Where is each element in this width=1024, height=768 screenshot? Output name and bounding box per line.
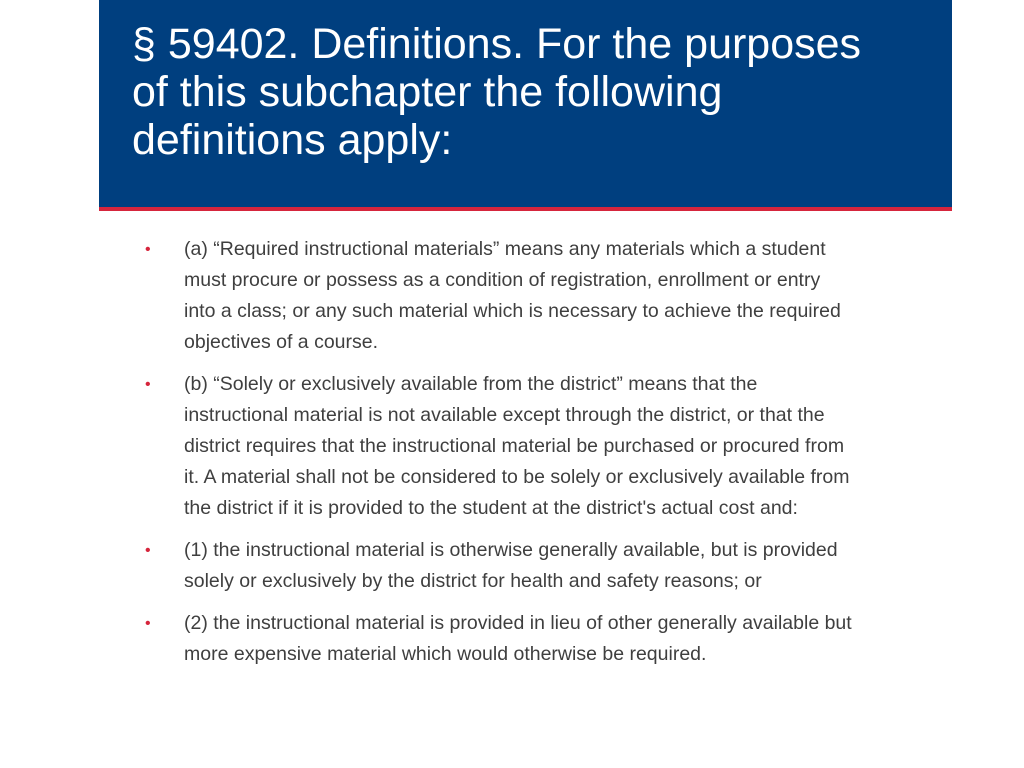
slide-title-line: § 59402. Definitions. For the purposes (132, 20, 862, 68)
bullet-line: into a class; or any such material which is necessary to achieve the required (184, 300, 841, 322)
slide-title-line: of this subchapter the following (132, 68, 723, 116)
bullet-line: objectives of a course. (184, 331, 379, 353)
bullet-dot-icon: • (145, 542, 151, 559)
bullet-line: solely or exclusively by the district for health and safety reasons; or (184, 570, 762, 592)
bullet-line: the district if it is provided to the student at the district's actual cost and: (184, 497, 798, 519)
bullet-list (140, 234, 930, 681)
bullet-dot-icon: • (145, 241, 151, 258)
title-banner (99, 0, 952, 211)
bullet-item-2 (140, 608, 930, 670)
bullet-dot-icon: • (145, 615, 151, 632)
bullet-line: (b) “Solely or exclusively available from the district” means that the (184, 373, 758, 395)
bullet-dot-icon: • (145, 376, 151, 393)
bullet-item-b (140, 369, 930, 524)
bullet-text (184, 234, 930, 358)
bullet-line: must procure or possess as a condition of registration, enrollment or entry (184, 269, 821, 291)
bullet-line: district requires that the instructional material be purchased or procured from (184, 435, 845, 457)
bullet-line: it. A material shall not be considered to be solely or exclusively available from (184, 466, 850, 488)
bullet-line: instructional material is not available except through the district, or that the (184, 404, 825, 426)
bullet-line: (1) the instructional material is otherwise generally available, but is provided (184, 539, 838, 561)
bullet-text (184, 535, 930, 597)
slide-title (132, 20, 932, 164)
bullet-text (184, 608, 930, 670)
bullet-line: (2) the instructional material is provided in lieu of other generally available but (184, 612, 852, 634)
bullet-line: (a) “Required instructional materials” means any materials which a student (184, 238, 826, 260)
bullet-text (184, 369, 930, 524)
bullet-line: more expensive material which would otherwise be required. (184, 643, 707, 665)
bullet-item-a (140, 234, 930, 358)
slide-title-line: definitions apply: (132, 116, 453, 164)
bullet-item-1 (140, 535, 930, 597)
